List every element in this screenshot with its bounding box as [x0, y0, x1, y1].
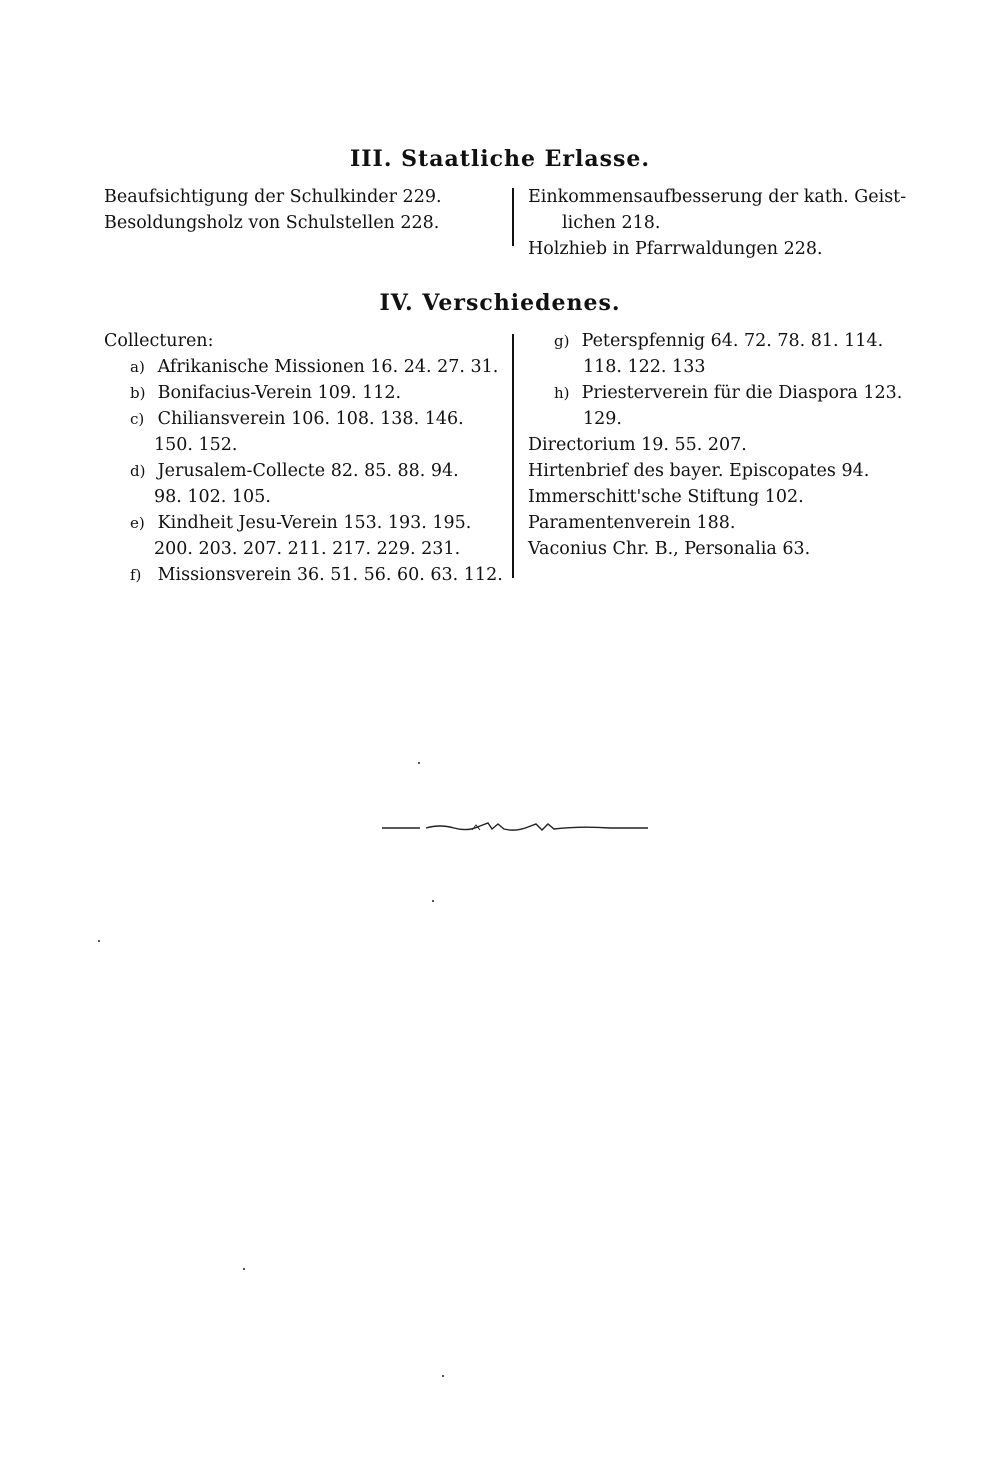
list-item-continuation: 98. 102. 105. [154, 487, 271, 507]
index-entry: Vaconius Chr. B., Personalia 63. [528, 539, 811, 559]
list-item-text: Peterspfennig 64. 72. 78. 81. 114. [581, 331, 884, 351]
index-entry: Einkommensaufbesserung der kath. Geist- [528, 187, 907, 207]
list-item [104, 380, 502, 406]
index-entry: Holzhieb in Pfarrwaldungen 228. [528, 239, 823, 259]
list-item-label: f) [130, 566, 142, 584]
list-item-label: a) [130, 358, 145, 376]
scan-speck [243, 1268, 245, 1270]
staatliche-right-column [528, 184, 920, 262]
section-title-staatliche-erlasse: III. Staatliche Erlasse. [349, 146, 651, 172]
list-item [528, 328, 920, 354]
list-item [104, 354, 502, 380]
list-item-label: d) [130, 462, 146, 480]
end-ornament-icon [380, 820, 650, 836]
list-item-continuation: 150. 152. [154, 435, 238, 455]
index-entry: Beaufsichtigung der Schulkinder 229. [104, 187, 442, 207]
list-item-label: e) [130, 514, 145, 532]
scan-speck [432, 900, 434, 902]
list-item-label: b) [130, 384, 146, 402]
list-item-text: Chiliansverein 106. 108. 138. 146. [157, 409, 464, 429]
column-divider [512, 188, 514, 246]
verschiedenes-right-column [528, 328, 920, 562]
list-item [104, 406, 502, 432]
list-item-text: Kindheit Jesu-Verein 153. 193. 195. [157, 513, 472, 533]
verschiedenes-left-column [104, 328, 502, 588]
list-item [104, 562, 502, 588]
list-item-continuation: 118. 122. 133 [583, 357, 706, 377]
scan-speck [418, 762, 420, 764]
list-item-label: g) [554, 332, 570, 350]
list-item [528, 380, 920, 406]
list-item-text: Bonifacius-Verein 109. 112. [157, 383, 402, 403]
list-item-continuation: 200. 203. 207. 211. 217. 229. 231. [154, 539, 461, 559]
list-item-label: c) [130, 410, 145, 428]
staatliche-left-column [104, 184, 504, 236]
list-item-text: Jerusalem-Collecte 82. 85. 88. 94. [157, 461, 459, 481]
list-item [104, 510, 502, 536]
index-entry: Directorium 19. 55. 207. [528, 435, 747, 455]
list-item-text: Priesterverein für die Diaspora 123. [581, 383, 903, 403]
list-item-label: h) [554, 384, 570, 402]
list-item-text: Missionsverein 36. 51. 56. 60. 63. 112. [157, 565, 503, 585]
index-entry: Hirtenbrief des bayer. Episcopates 94. [528, 461, 870, 481]
list-item-text: Afrikanische Missionen 16. 24. 27. 31. [157, 357, 499, 377]
index-entry: Besoldungsholz von Schulstellen 228. [104, 213, 440, 233]
scan-speck [442, 1375, 444, 1377]
list-item [104, 458, 502, 484]
section-title-verschiedenes: IV. Verschiedenes. [379, 290, 621, 316]
column-divider [512, 334, 514, 578]
collecturen-heading: Collecturen: [104, 331, 214, 351]
index-entry: Immerschitt'sche Stiftung 102. [528, 487, 804, 507]
list-item-continuation: 129. [583, 409, 622, 429]
scan-speck [98, 940, 100, 942]
index-entry-continuation: lichen 218. [562, 213, 661, 233]
index-entry: Paramentenverein 188. [528, 513, 736, 533]
